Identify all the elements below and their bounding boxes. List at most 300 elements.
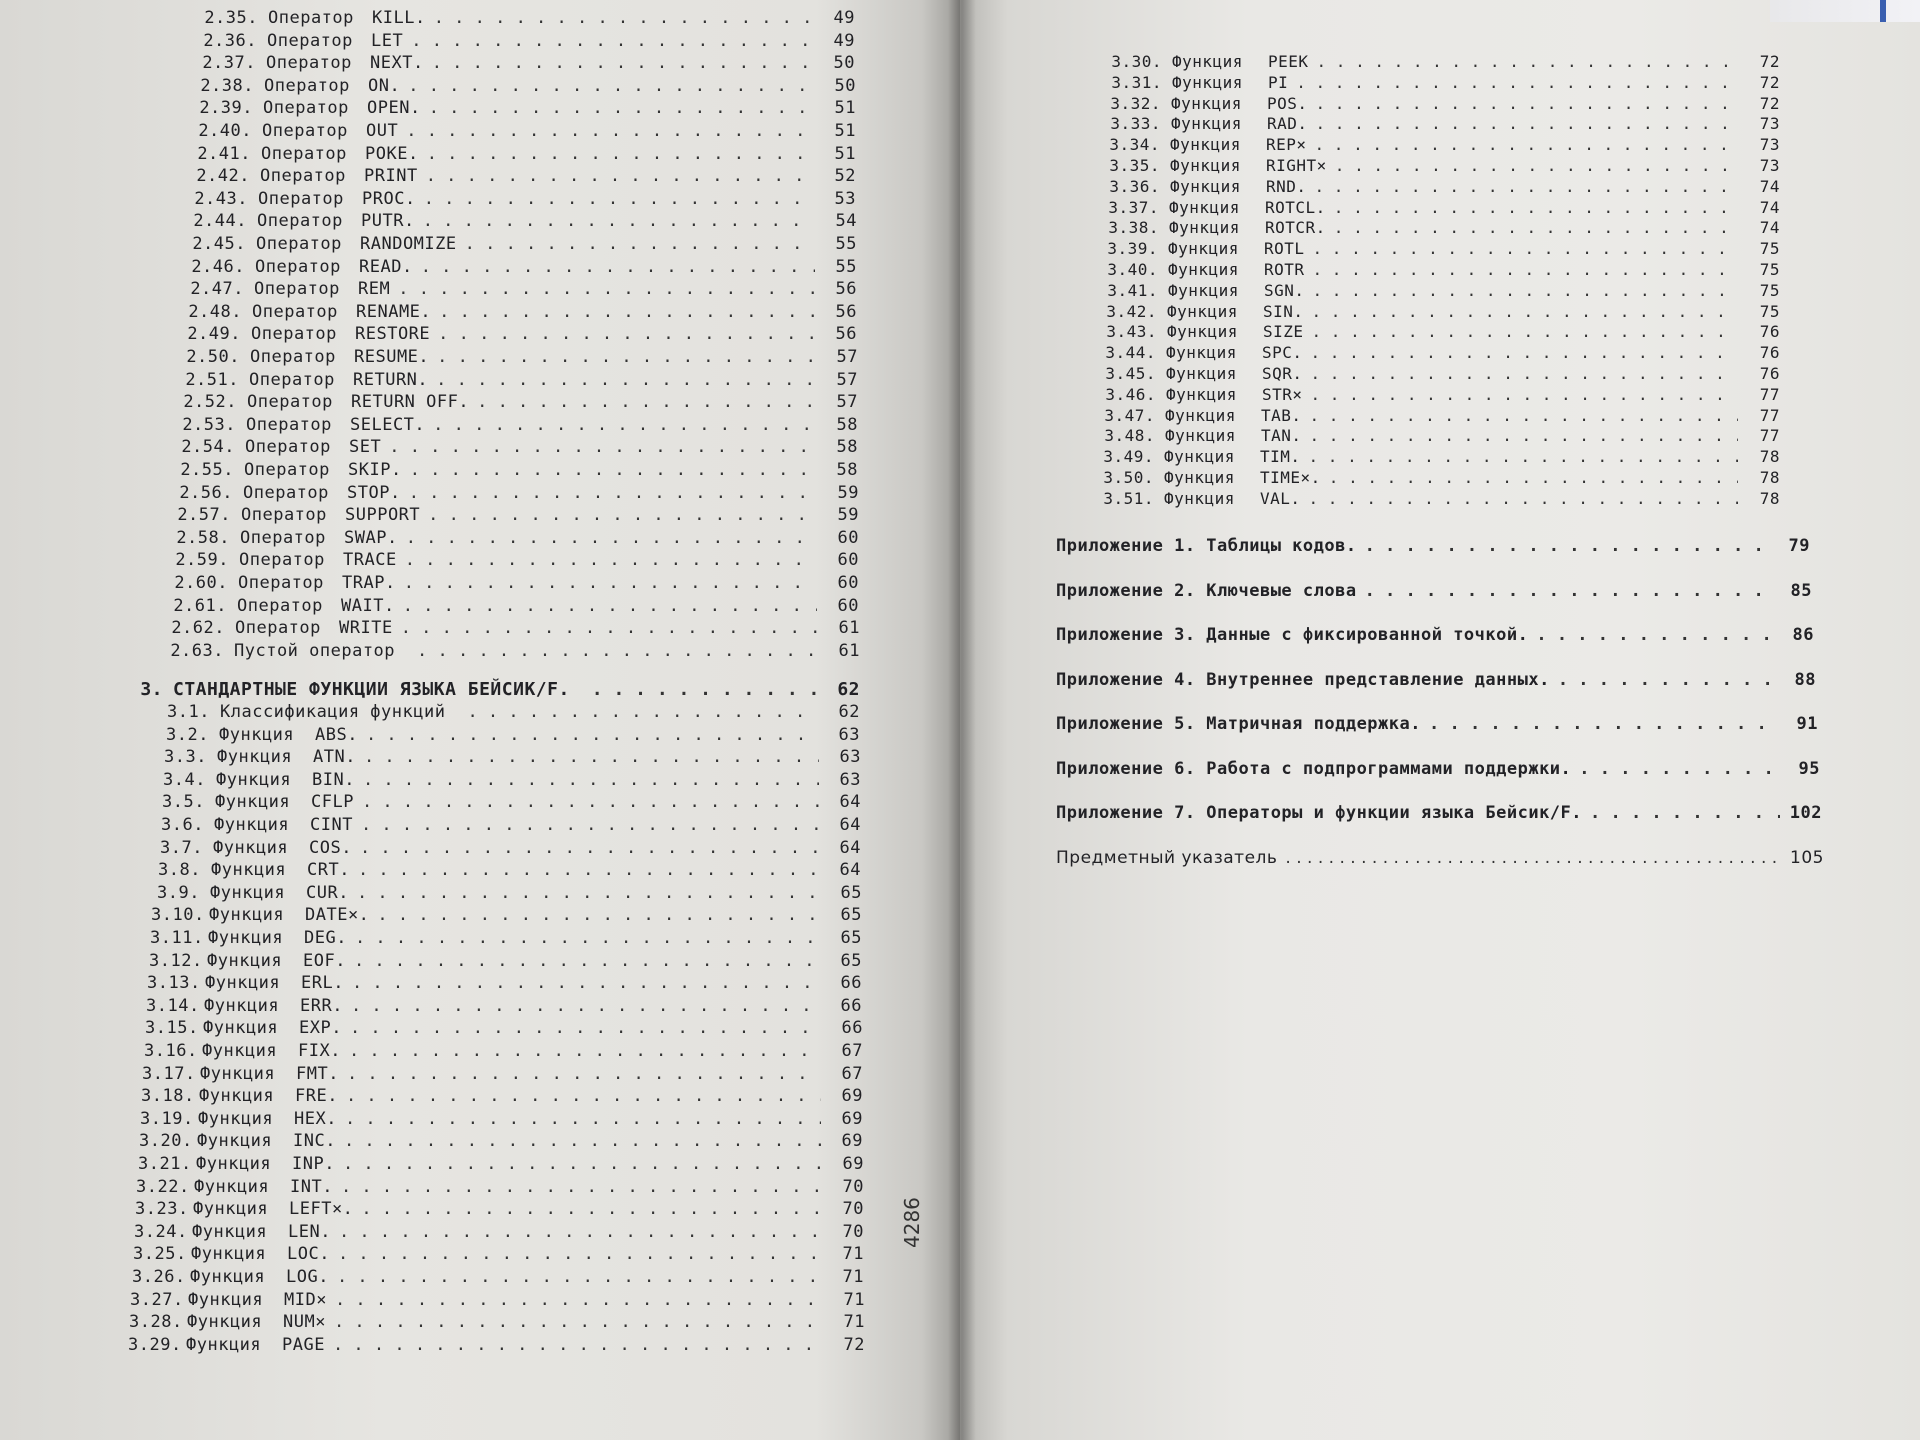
entry-number: 2.42. [196,166,250,187]
dot-leader [592,679,818,700]
entry-kind: Функция [186,1334,262,1355]
entry-kind: Функция [214,815,290,835]
entry-title: PEEK [1268,52,1309,71]
entry-title: SWAP. [344,527,398,548]
entry-number: 2.54. [181,437,235,458]
toc-entry [156,815,861,837]
entry-number: 3.7. [160,837,203,858]
entry-title: PI [1268,72,1289,92]
entry-kind: Функция [202,1041,278,1061]
entry-title: ON. [368,75,401,96]
entry-title: TIM. [1260,447,1301,467]
toc-entry [142,1064,863,1086]
page-number: 72 [1759,93,1780,113]
dot-leader [335,1290,823,1310]
toc-entry [147,973,862,995]
entry-kind: Оператор [243,482,329,503]
entry-number: 2.43. [194,188,248,209]
dot-leader [438,324,815,344]
page-number: 52 [834,166,856,187]
entry-number: 3.8. [158,860,201,881]
toc-entry [150,928,862,950]
entry-kind: Оператор [256,234,342,254]
entry-number: 2.41. [197,143,251,164]
entry-kind: Функция [192,1221,268,1242]
entry-title: OPEN. [367,98,421,119]
dot-leader [426,166,814,186]
dot-leader [346,1086,821,1106]
entry-kind: Функция [209,905,285,926]
dot-leader [360,838,819,858]
page-number: 64 [839,837,861,858]
entry-title: FRE. [295,1086,338,1107]
page-number: 71 [843,1289,865,1310]
page-number: 64 [839,815,861,835]
entry-title: SELECT. [350,414,426,435]
dot-leader [357,883,820,903]
toc-entry [179,370,858,392]
page-number: 58 [836,437,858,458]
page-number: 59 [837,482,859,503]
entry-kind: Оператор [239,550,325,571]
dot-leader [403,596,817,616]
dot-leader [1309,489,1738,508]
dot-leader [423,211,815,231]
entry-title: SUPPORT [345,505,421,526]
entry-title: CFLP [311,792,354,813]
page-number: 78 [1759,488,1780,508]
entry-kind: Функция [217,747,293,768]
entry-number: 2.60. [174,573,228,593]
dot-leader [364,747,819,767]
entry-kind: Оператор [244,460,330,480]
dot-leader [341,1177,822,1197]
entry-title: SIZE [1263,322,1304,342]
dot-leader [1335,156,1738,175]
entry-number: 3.18. [141,1086,195,1107]
entry-title: DEG. [304,928,347,948]
dot-leader [1334,198,1738,217]
page-number: 70 [842,1199,864,1220]
page-number: 78 [1759,468,1780,487]
page-number: 75 [1759,280,1780,300]
dot-leader [1313,239,1738,258]
toc-entry [1109,94,1780,116]
toc-entry [159,747,861,769]
entry-kind: Функция [200,1063,276,1084]
entry-title: COS. [309,837,352,858]
toc-entry [1107,198,1780,220]
entry-number: 2.56. [179,482,233,503]
toc-entry [144,1041,863,1063]
page-number: 72 [1759,52,1780,71]
entry-title: TIME×. [1260,468,1321,487]
entry-number: 3.17. [142,1063,196,1084]
dot-leader [350,1018,821,1038]
entry-kind: Оператор [247,392,333,413]
page-number: 71 [842,1244,864,1265]
toc-entry [193,98,856,120]
entry-kind: Функция [219,724,295,745]
toc-entry [1102,447,1780,469]
entry-title: ROTCR. [1265,218,1326,238]
entry-number: 3.32. [1110,93,1161,113]
toc-entry [191,144,856,166]
dot-leader [1313,281,1738,300]
dot-leader [1312,322,1738,341]
page-number: 57 [836,369,858,390]
toc-entry [134,1222,864,1244]
page-number: 76 [1759,322,1780,342]
entry-title: CINT [310,815,353,835]
toc-entry [1110,52,1780,74]
entry-number: 3.46. [1105,384,1156,404]
toc-entry [169,550,859,572]
page-number: 53 [834,188,856,209]
toc-entry [152,883,862,905]
entry-title: KILL. [372,8,426,28]
entry-title: ROTL [1264,239,1305,259]
page-number: 55 [835,234,857,254]
appendix-label: Приложение 6. Работа с подпрограммами поддержки. [1056,758,1572,779]
entry-kind: Функция [1169,197,1240,217]
page-number: 102 [1789,803,1822,823]
entry-number: 2.62. [171,618,225,639]
dot-leader [339,1222,822,1242]
page-number: 58 [836,460,858,480]
entry-number: 2.53. [182,414,236,435]
entry-number: 3.34. [1109,135,1160,155]
entry-title: INT. [290,1176,333,1197]
entry-number: 3.31. [1111,72,1162,92]
appendix-label: Приложение 3. Данные с фиксированной точкой. [1056,625,1529,645]
page-number: 95 [1798,758,1820,779]
toc-entry [192,121,856,143]
page-number: 86 [1792,625,1814,645]
entry-number: 3.47. [1104,405,1155,425]
dot-leader [433,415,816,435]
toc-entry [146,996,862,1018]
entry-number: 3.49. [1103,447,1154,467]
entry-kind: Функция [194,1176,270,1197]
appendix-label: Приложение 2. Ключевые слова [1056,580,1357,601]
dot-leader [434,8,813,28]
appendix-entry [1056,625,1814,647]
page-number: 66 [841,1018,863,1039]
toc-entry [133,1244,864,1266]
dot-leader [1313,260,1738,279]
page-number: 76 [1759,343,1780,363]
toc-entry [1102,489,1780,511]
dot-leader [337,1267,822,1287]
toc-entry [181,324,857,346]
dot-leader [366,725,818,745]
entry-number: 3.6. [161,815,204,835]
toc-entry [1104,385,1780,407]
entry-title: STR× [1262,384,1303,404]
entry-title: LOC. [287,1244,330,1265]
entry-title: PUTR. [361,211,415,232]
page-number: 60 [837,550,859,571]
toc-entry [1108,135,1780,157]
page-number: 63 [839,769,861,790]
entry-title: PRINT [364,166,418,187]
entry-kind: Функция [187,1312,263,1333]
entry-kind: Функция [1170,176,1241,196]
entry-title: REP× [1266,135,1307,155]
entry-number: 2.37. [202,53,256,74]
entry-number: 2.63. [170,640,224,661]
entry-kind: Функция [1165,426,1236,446]
dot-leader [333,1335,823,1355]
entry-title: ROTR [1264,260,1305,279]
toc-entry [1110,73,1780,95]
margin-stamp: 4286 [900,1197,924,1248]
entry-number: 2.58. [176,527,230,548]
entry-number: 3.48. [1104,426,1155,446]
chapter-heading [115,679,860,701]
dot-leader [436,370,816,390]
page-number: 66 [840,995,862,1016]
page-number: 65 [840,928,862,948]
page-number: 70 [842,1221,864,1242]
entry-kind: Функция [1164,468,1235,487]
dot-leader [362,792,819,812]
entry-kind: Функция [210,882,286,903]
page-number: 66 [840,973,862,994]
page-number: 49 [833,30,855,51]
entry-kind: Оператор [235,618,321,639]
page-number: 73 [1759,156,1780,175]
entry-kind: Функция [196,1154,272,1174]
dot-leader [1536,625,1772,645]
page-number: 67 [841,1063,863,1084]
toc-entry [132,1267,864,1289]
dot-leader [363,770,819,790]
entry-number: 3.41. [1107,280,1158,300]
page-number: 54 [835,211,857,232]
entry-number: 3.5. [162,792,205,813]
entry-kind: Оператор [241,505,327,526]
entry-kind: Функция [1166,343,1237,363]
page-number: 72 [1759,72,1780,92]
page-number: 74 [1759,197,1780,217]
entry-number: 3.19. [140,1108,194,1129]
entry-title: FIX. [298,1041,341,1061]
toc-entry [177,392,858,414]
page-number: 58 [836,414,858,435]
entry-kind: Функция [1171,114,1242,134]
entry-title: ERR. [300,995,343,1016]
entry-title: PROC. [362,188,416,209]
entry-number: 2.38. [200,75,254,96]
entry-kind: Функция [207,950,283,971]
appendix-label: Приложение 7. Операторы и функции языка Бейсик/F. [1056,803,1583,823]
entry-title: DATE×. [305,905,370,926]
entry-kind: Оператор [262,121,348,141]
entry-number: 2.39. [199,98,253,119]
entry-title: RENAME. [356,301,432,322]
entry-title: RESTORE [355,324,431,345]
entry-title: WAIT. [341,595,395,616]
page-number: 67 [841,1041,863,1061]
page-number: 75 [1759,260,1780,279]
entry-kind: Функция [1167,301,1238,321]
entry-title: OUT [366,121,399,141]
entry-number: 3.1. [167,702,210,722]
dot-leader [343,1154,822,1174]
entry-number: 3.9. [157,882,200,903]
dot-leader [361,1199,822,1219]
dot-leader [1311,343,1738,362]
entry-kind: Функция [198,1108,274,1129]
entry-title: TRAP. [342,573,396,593]
page-number: 60 [837,527,859,548]
dot-leader [477,392,816,412]
toc-entry [129,1312,865,1334]
toc-entry [1106,260,1780,282]
entry-number: 3.20. [139,1131,193,1152]
entry-kind: Функция [1165,405,1236,425]
toc-entry [153,860,861,882]
toc-entry [1102,468,1780,490]
toc-entry [175,437,858,459]
dot-leader [389,437,816,457]
toc-entry [138,1154,864,1176]
entry-number: 2.55. [180,460,234,480]
entry-number: 3.21. [138,1154,192,1174]
page-number: 69 [841,1086,863,1107]
entry-title: LEN. [288,1221,331,1242]
entry-number: 3.12. [149,950,203,971]
toc-entry [130,1290,865,1312]
entry-kind: Функция [1169,218,1240,238]
entry-number: 2.50. [186,347,240,367]
dot-leader [1285,848,1782,868]
entry-title: RESUME. [354,347,430,367]
dot-leader [406,528,817,548]
toc-entry [1105,302,1780,324]
page-number: 61 [838,640,860,661]
toc-entry [164,641,860,663]
dot-leader [411,31,813,51]
entry-title: READ. [359,256,413,277]
entry-title: RAD. [1267,114,1308,134]
entry-title: ABS. [315,724,358,745]
toc-entry [1107,218,1780,240]
entry-title: NUM× [283,1312,326,1333]
entry-number: 3.44. [1105,343,1156,363]
entry-kind: Оператор [264,75,350,96]
entry-number: 3.43. [1106,322,1157,342]
dot-leader [344,1131,821,1151]
page-number: 63 [838,724,860,745]
toc-entry [167,596,859,618]
entry-kind: Функция [1171,93,1242,113]
appendix-label: Приложение 4. Внутреннее представление данных. [1056,669,1550,690]
entry-number: 2.57. [177,505,231,526]
entry-kind: Оператор [254,279,340,300]
entry-kind: Классификация функций [220,702,446,722]
page-number: 77 [1759,426,1780,446]
toc-entry [170,528,859,550]
dot-leader [398,279,815,299]
entry-kind: Оператор [267,30,353,51]
toc-entry [1108,156,1780,178]
page-number: 77 [1759,384,1780,404]
toc-entry [197,31,855,53]
page-number: 75 [1759,239,1780,259]
entry-number: 2.51. [185,369,239,390]
page-number: 85 [1790,580,1812,601]
dot-leader [1311,385,1738,404]
entry-title: SGN. [1264,280,1305,300]
page-number: 50 [833,53,855,74]
toc-entry [157,792,861,814]
page-number: 69 [841,1131,863,1152]
entry-kind: Функция [1168,260,1239,279]
entry-number: 3.33. [1110,114,1161,134]
entry-kind: Оператор [250,347,336,367]
toc-entry [1105,322,1780,344]
entry-kind: Оператор [268,8,354,28]
entry-kind: Функция [204,995,280,1016]
page-number: 74 [1759,218,1780,238]
entry-title: SIN. [1263,301,1304,321]
dot-leader [352,973,820,993]
entry-number: 3.16. [144,1041,198,1061]
toc-entry [1103,406,1780,428]
dot-leader [1296,73,1738,92]
toc-entry [1106,281,1780,303]
dot-leader [1310,406,1738,425]
entry-title: CUR. [306,882,349,903]
page-number: 69 [842,1154,864,1174]
entry-title: INP. [292,1154,335,1174]
dot-leader [424,189,814,209]
entry-number: 3.37. [1108,197,1159,217]
dot-leader [345,1109,821,1129]
dot-leader [351,996,820,1016]
entry-title: LOG. [286,1267,329,1287]
toc-entry [162,702,860,724]
page-number: 77 [1759,405,1780,425]
entry-title: STOP. [347,482,401,503]
dot-leader [361,815,819,835]
dot-leader [334,1312,823,1332]
entry-kind: Функция [1164,447,1235,467]
entry-title: MID× [284,1289,327,1310]
page-number: 64 [839,860,861,881]
entry-number: 3.30. [1111,52,1162,71]
entry-kind: Оператор [255,256,341,277]
entry-number: 2.61. [173,595,227,616]
dot-leader [1309,447,1738,466]
entry-kind: Функция [197,1131,273,1152]
entry-number: 3.4. [163,769,206,790]
entry-number: 3.36. [1109,176,1160,196]
dot-leader [377,905,820,925]
toc-entry [173,483,859,505]
entry-title: HEX. [294,1108,337,1129]
entry-kind: Функция [1166,384,1237,404]
dot-leader [1311,364,1738,383]
toc-entry [198,8,855,30]
entry-kind: Оператор [261,143,347,164]
entry-title: SET [349,437,382,458]
toc-entry [194,76,856,98]
entry-kind: Функция [190,1267,266,1287]
